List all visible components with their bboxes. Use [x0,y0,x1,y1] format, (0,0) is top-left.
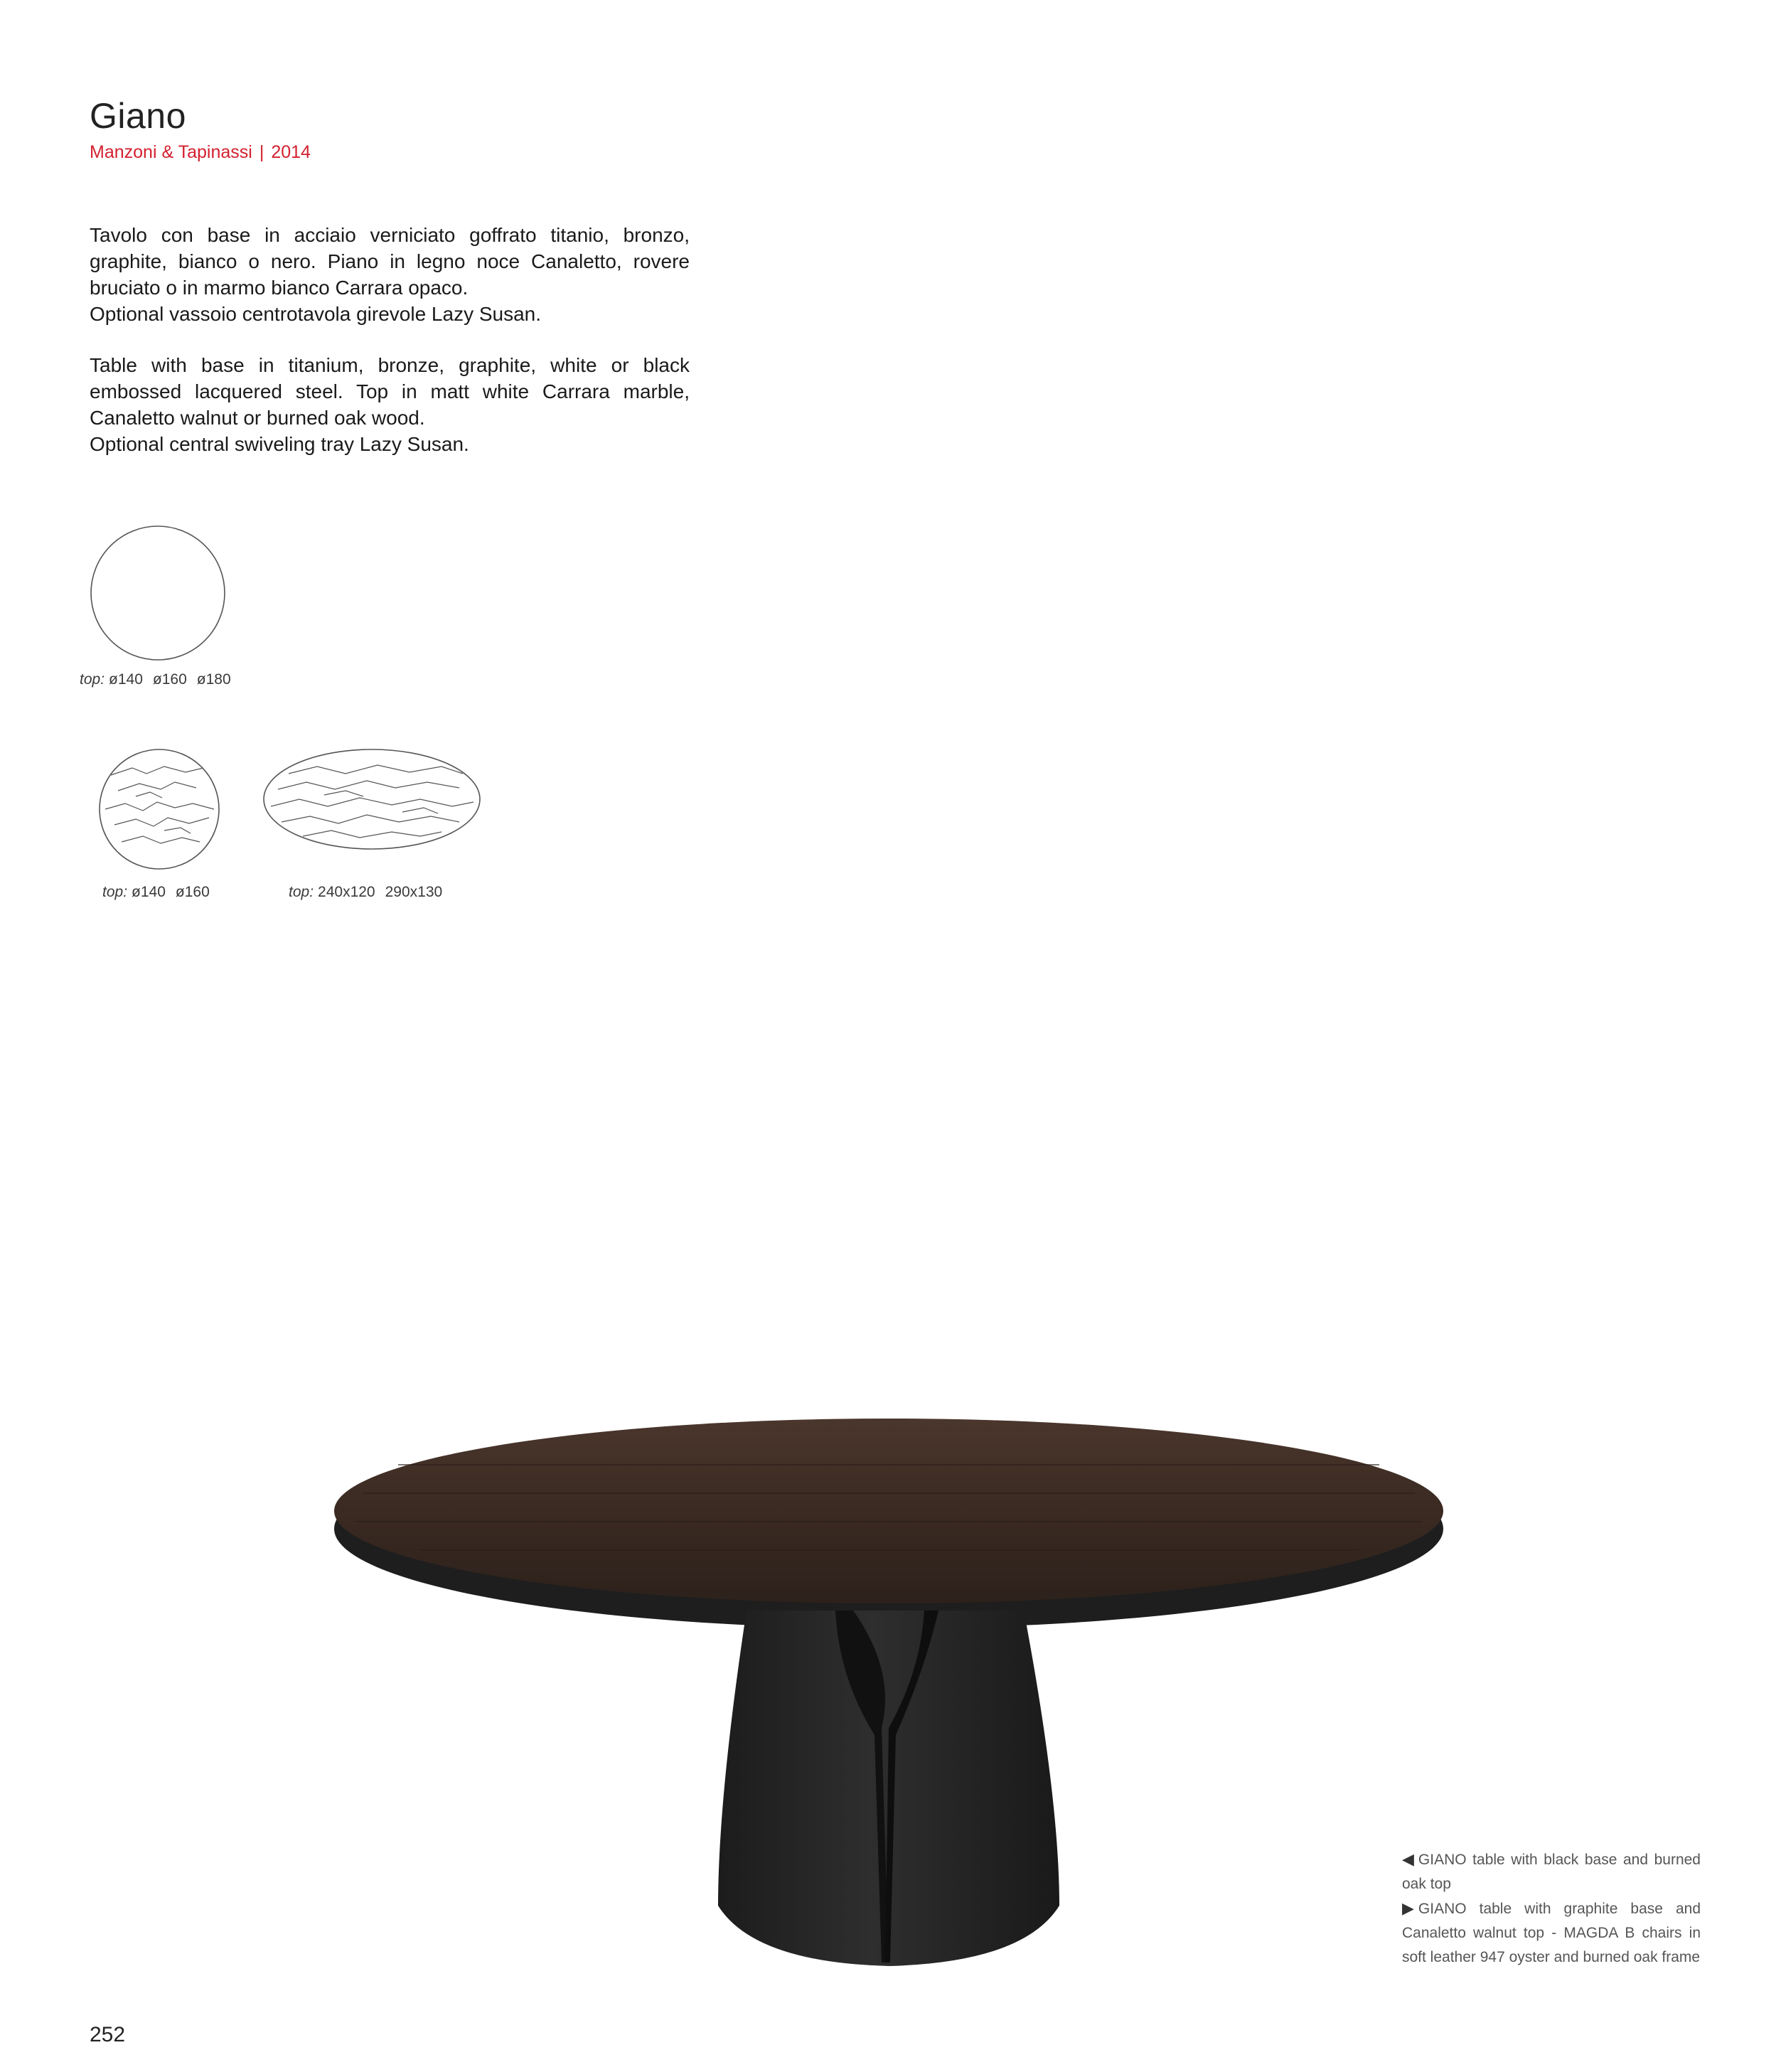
round-marble-sizes [102,884,220,901]
photo-caption [1402,1847,1701,1970]
caption-line-right: ▶ GIANO table with graphite base and Canaletto walnut top - MAGDA B chairs in soft leather 947 oyster and burned oak frame [1402,1896,1701,1970]
size-prefix: top: [289,884,314,900]
oval-marble-sizes [289,884,452,901]
round-top-sizes [80,671,241,688]
size-prefix: top: [102,884,128,900]
description-paragraph: Optional vassoio centrotavola girevole Lazy Susan. [90,303,542,325]
description-italian [90,222,690,327]
year: 2014 [271,142,311,162]
size-prefix: top: [80,671,105,688]
triangle-right-icon: ▶ [1402,1899,1414,1917]
description-english [90,352,690,457]
size-value: ø180 [196,671,231,688]
table-photo [313,1337,1465,2019]
size-value: ø160 [152,671,187,688]
caption-line-left: ◀ GIANO table with black base and burned oak top [1402,1847,1701,1896]
oval-marble-top-diagram [260,745,483,855]
page-number: 252 [90,2023,126,2046]
designer-name: Manzoni & Tapinassi [90,142,252,162]
size-value: 290x130 [385,884,443,900]
size-value: ø140 [109,671,143,688]
separator: | [259,142,264,162]
size-value: ø160 [175,884,210,900]
designer-line [90,142,311,163]
size-value: 240x120 [318,884,375,900]
table-top [334,1419,1443,1603]
round-marble-top-diagram [97,747,225,875]
description-paragraph: Tavolo con base in acciaio verniciato goffrato titanio, bronzo, graphite, bianco o nero. Piano in legno noce Canaletto, rovere bruciato o in marmo bianco Carrara opaco. [90,224,690,299]
description-paragraph: Optional central swiveling tray Lazy Susan. [90,433,469,455]
description-paragraph: Table with base in titanium, bronze, graphite, white or black embossed lacquered steel. Top in matt white Carrara marble, Canaletto walnut or burned oak wood. [90,354,690,429]
product-title: Giano [90,96,186,136]
triangle-left-icon: ◀ [1402,1850,1414,1868]
size-value: ø140 [132,884,166,900]
round-top-diagram [88,525,230,667]
